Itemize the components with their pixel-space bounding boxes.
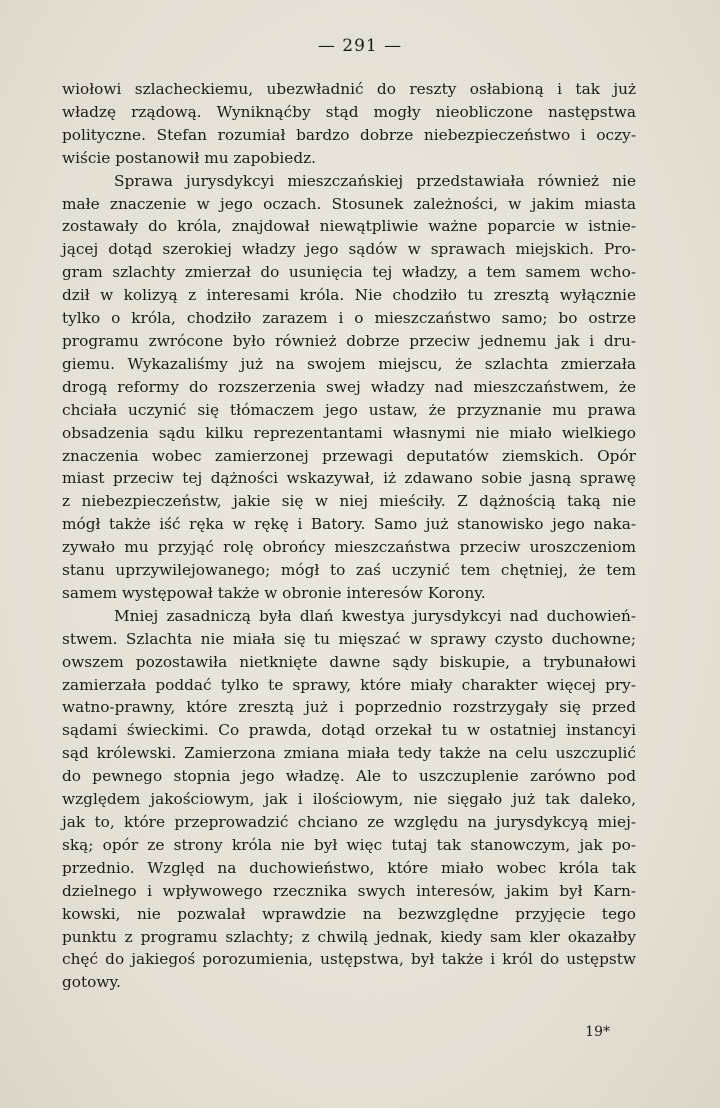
paragraph <box>62 605 636 994</box>
text-line: punktu z programu szlachty; z chwilą jednak, kiedy sam kler okazałby <box>62 927 636 946</box>
text-line: dzielnego i wpływowego rzecznika swych interesów, jakim był Karn- <box>62 881 636 900</box>
text-line: obsadzenia sądu kilku reprezentantami własnymi nie miało wielkiego <box>62 423 636 442</box>
text-line: kowski, nie pozwalał wprawdzie na bezwzględne przyjęcie tego <box>62 904 636 923</box>
text-line: tylko o króla, chodziło zarazem i o mieszczaństwo samo; bo ostrze <box>62 309 636 328</box>
text-line: dził w kolizyą z interesami króla. Nie chodziło tu zresztą wyłącznie <box>62 286 636 305</box>
text-line: wiście postanowił mu zapobiedz. <box>62 148 317 167</box>
text-line: watno-prawny, które zresztą już i poprzednio rozstrzygały się przed <box>62 698 636 717</box>
text-line: chciała uczynić się tłómaczem jego ustaw, że przyznanie mu prawa <box>62 400 636 419</box>
text-line: Sprawa jurysdykcyi mieszczańskiej przedstawiała również nie <box>114 171 636 190</box>
text-line: gram szlachty zmierzał do usunięcia tej władzy, a tem samem wcho- <box>62 263 636 282</box>
text-line: przednio. Względ na duchowieństwo, które miało wobec króla tak <box>62 858 636 877</box>
text-line: chęć do jakiegoś porozumienia, ustępstwa, był także i król do ustępstw <box>62 950 636 969</box>
text-line: zywało mu przyjąć rolę obrońcy mieszczaństwa przeciw uroszczeniom <box>62 538 636 557</box>
text-line: zostawały do króla, znajdował niewątpliwie ważne poparcie w istnie- <box>62 217 636 236</box>
text-line: jącej dotąd szerokiej władzy jego sądów w sprawach miejskich. Pro- <box>62 240 636 259</box>
text-line: małe znaczenie w jego oczach. Stosunek zależności, w jakim miasta <box>62 194 636 213</box>
paragraph <box>62 78 636 170</box>
text-line: do pewnego stopnia jego władzę. Ale to uszczuplenie zarówno pod <box>62 767 636 786</box>
text-line: znaczenia wobec zamierzonej przewagi deputatów ziemskich. Opór <box>62 446 636 465</box>
text-line: miast przeciw tej dążności wskazywał, iż zdawano sobie jasną sprawę <box>62 469 636 488</box>
page-number: — 291 — <box>317 36 403 56</box>
text-line: giemu. Wykazaliśmy już na swojem miejscu, że szlachta zmierzała <box>62 354 636 373</box>
text-line: ską; opór ze strony króla nie był więc tutaj tak stanowczym, jak po- <box>62 835 636 854</box>
text-line: zamierzała poddać tylko te sprawy, które miały charakter więcej pry- <box>62 675 636 694</box>
text-line: sądami świeckimi. Co prawda, dotąd orzekał tu w ostatniej instancyi <box>62 721 636 740</box>
text-line: względem jakościowym, jak i ilościowym, nie sięgało już tak daleko, <box>62 790 636 809</box>
text-line: stwem. Szlachta nie miała się tu mięszać w sprawy czysto duchowne; <box>62 629 636 648</box>
paragraph <box>62 170 636 605</box>
text-line: drogą reformy do rozszerzenia swej władzy nad mieszczaństwem, że <box>62 377 636 396</box>
text-line: sąd królewski. Zamierzona zmiana miała tedy także na celu uszczuplić <box>62 744 636 763</box>
text-line: Mniej zasadniczą była dlań kwestya jurysdykcyi nad duchowień- <box>114 606 636 625</box>
text-line: owszem pozostawiła nietknięte dawne sądy biskupie, a trybunałowi <box>62 652 636 671</box>
text-line: jak to, które przeprowadzić chciano ze względu na jurysdykcyą miej- <box>62 813 636 831</box>
text-line: gotowy. <box>62 973 121 992</box>
text-line: wiołowi szlacheckiemu, ubezwładnić do reszty osłabioną i tak już <box>62 80 636 98</box>
text-line: programu zwrócone było również dobrze przeciw jednemu jak i dru- <box>62 331 636 350</box>
text-line: polityczne. Stefan rozumiał bardzo dobrze niebezpieczeństwo i oczy- <box>62 125 636 144</box>
signature-mark: 19* <box>585 1024 610 1040</box>
text-line: władzę rządową. Wyniknąćby stąd mogły nieobliczone następstwa <box>62 102 636 121</box>
body-text <box>62 78 636 994</box>
text-line: stanu uprzywilejowanego; mógł to zaś uczynić tem chętniej, że tem <box>62 561 636 580</box>
text-line: samem występował także w obronie interesów Korony. <box>62 583 486 602</box>
text-line: mógł także iść ręka w rękę i Batory. Samo już stanowisko jego naka- <box>62 515 636 534</box>
text-line: z niebezpieczeństw, jakie się w niej mieściły. Z dążnością taką nie <box>62 492 636 511</box>
